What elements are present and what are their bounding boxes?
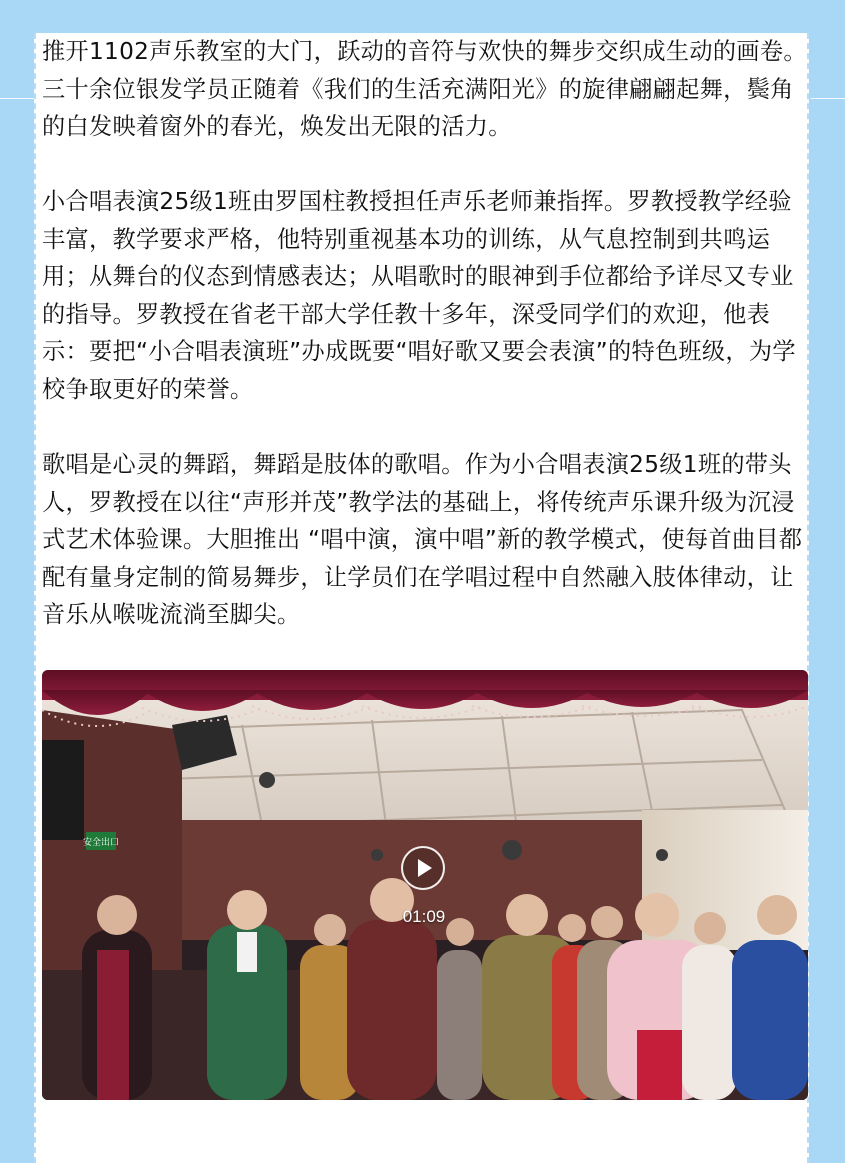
play-button[interactable]: [401, 846, 445, 890]
play-icon: [418, 859, 432, 877]
article-card: [34, 33, 809, 1163]
article-paragraph-method: 歌唱是心灵的舞蹈，舞蹈是肢体的歌唱。作为小合唱表演25级1班的带头人，罗教授在以往“声形并茂”教学法的基础上，将传统声乐课升级为沉浸式艺术体验课。大胆推出 “唱中演，演中唱”新的教学模式，使每首曲目都配有量身定制的简易舞步，让学员们在学唱过程中自然融入肢体律动，让音乐从喉咙流淌至脚尖。: [42, 451, 803, 628]
video-duration: 01:09: [402, 907, 446, 926]
video-player[interactable]: [42, 670, 808, 1100]
background-rule-right: [811, 98, 845, 99]
background-rule-left: [0, 98, 34, 99]
article-paragraph-teacher: 小合唱表演25级1班由罗国柱教授担任声乐老师兼指挥。罗教授教学经验丰富，教学要求严格，他特别重视基本功的训练，从气息控制到共鸣运用；从舞台的仪态到情感表达；从唱歌时的眼神到手位都给予详尽又专业的指导。罗教授在省老干部大学任教十多年，深受同学们的欢迎，他表示：要把“小合唱表演班”办成既要“唱好歌又要会表演”的特色班级，为学校争取更好的荣誉。: [42, 188, 796, 403]
article-paragraph-intro: 推开1102声乐教室的大门，跃动的音符与欢快的舞步交织成生动的画卷。三十余位银发学员正随着《我们的生活充满阳光》的旋律翩翩起舞，鬓角的白发映着窗外的春光，焕发出无限的活力。: [42, 38, 807, 140]
exit-sign-text: 安全出口: [82, 838, 120, 848]
